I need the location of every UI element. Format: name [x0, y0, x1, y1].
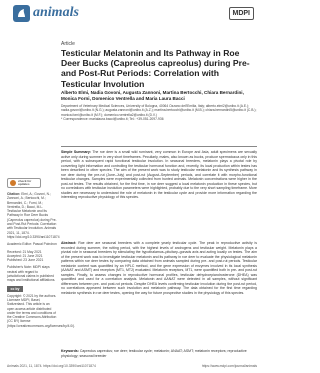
keywords — [61, 349, 257, 358]
divider — [61, 146, 257, 147]
citation-label: Citation: — [7, 192, 21, 196]
citation-text: Elmi, A.; Govoni, N.; Zannoni, A.; Bertocchi, M.; Bernardini, C.; Forni, M.; Ventrella, D.; Bacci, M.L. Testicular Melatonin and Its Pathway in Roe Deer Bucks (Capreolus capreolus) during Pre- and Post-Rut Periods: Correlation with Testicular Involution. Animals 2021, 11, 1874. https://doi.org/10.3390/ani11071874 — [7, 192, 60, 239]
author-list: Alberto Elmi, Nadia Govoni, Augusta Zannoni, Martina Bertocchi, Chiara Bernardini, Monica Forni, Domenico Ventrella and Maria Laura Bacci — [61, 90, 244, 101]
simple-summary-label: Simple Summary: — [61, 150, 91, 154]
abstract — [61, 241, 257, 295]
abstract-text: Roe deer are seasonal breeders with a complete yearly testicular cycle. The peak in reproductive activity is recorded during summer, the rutting period, with the highest levels of androgens and testicular weight. Melatonin plays a pivotal role in seasonal breeders by stimulating the hypothalamus–pituitary–gonads axis and acting locally on testes. The aim of the present work was to investigate testicular melatonin and its pathway in roe deer to evaluate the physiological melatonin patterns within roe deer testes by comparing data obtained from animals sampled during pre- and post-rut periods. Testicular melatonin content was quantified by an HPLC method, and the gene expression of enzymes involved in its local synthesis (AANAT and ASMT) and receptors (MT1, MT2) evaluated. Melatonin receptors, MT1, were quantified both in pre- and post-rut samples. Finally, to assess changes in reproductive hormonal profiles, testicular dehydroepiandrosterone (DHEA) was quantified and used for a correlation analysis. Melatonin and AANAT were detected in all samples, without significant differences between pre- and post-rut periods. Despite DHEA levels confirming testicular involution during the post-rut period, no correlations appeared between such involution and melatonin pathway. The data obtained for the first time regarding melatonin synthesis in roe deer testes, opening the way for future prospective studies in the physiology of this species. — [61, 241, 257, 295]
article-type: Article — [61, 41, 75, 47]
citation-block — [7, 192, 60, 239]
check-updates-icon — [10, 180, 16, 186]
journal-header — [0, 0, 264, 26]
abstract-label: Abstract: — [61, 241, 77, 245]
keywords-label: Keywords: — [61, 349, 79, 353]
correspondence-line: * Correspondence: marialaura.bacci@unibo.it; Tel.: +39-051-2097-936 — [61, 117, 164, 122]
received-date: Received: 21 May 2021 — [7, 249, 42, 254]
check-updates-button[interactable] — [7, 178, 41, 188]
journal-name: animals — [33, 5, 79, 20]
footer-citation: Animals 2021, 11, 1874. https://doi.org/10.3390/ani11071874 — [7, 364, 96, 368]
accepted-date: Accepted: 21 June 2021 — [7, 253, 43, 258]
simple-summary-text: The roe deer is a small wild ruminant, very common in Europe and Asia, adult specimens are sexually active only during summer in very short timeframes. Peculiarly, males, also known as bucks, produce spermatozoa only in this period, with a subsequent rapid functional testicular involution. In seasonal breeders, melatonin plays a pivotal role by converting light information and controlling the testicular hormonal function and, recently, its local production within testes has been described in other species. The aim of the present work was to study testicular melatonin and its synthesis pathway in roe deer during the pre-rut (June–July) and post-rut (August–September) periods, and correlate it with morpho-functional testicular changes. Samples were experimentally collected from hunted animals. Melatonin concentrations were higher in the post-rut testes. The results obtained, for the first time, in roe deer suggest a local melatonin production in these species, but no correlations with testicular involution parameters were highlighted, probably due to the very short sampling timeframe. More studies are necessary to understand the role of melatonin in the testicular cycle and provide more information regarding the interesting reproductive physiology of this species. — [61, 150, 257, 199]
simple-summary — [61, 150, 257, 200]
article-title: Testicular Melatonin and Its Pathway in Roe Deer Bucks (Capreolus capreolus) during Pre- and Post-Rut Periods: Correlation with Testicular Involution — [61, 48, 250, 89]
academic-editor: Academic Editor: Pascal Poindron — [7, 242, 57, 247]
published-date: Published: 23 June 2021 — [7, 258, 44, 263]
cc-license-icon: cc by — [7, 286, 23, 292]
page-footer — [7, 364, 257, 368]
copyright-note: Copyright: © 2021 by the authors. Licensee MDPI, Basel, Switzerland. This article is an open access article distributed under the terms and conditions of the Creative Commons Attribution (CC BY) license (https://creativecommons.org/licenses/by/4.0/). — [7, 293, 76, 328]
affiliations — [61, 104, 257, 122]
journal-logo-icon — [13, 5, 30, 22]
keywords-text: Capreolus capreolus; roe deer; testicular cycle; melatonin; ANAAT; ASMT; melatonin receptors; reproductive physiology; seasonal breeder — [61, 349, 247, 358]
footer-journal-link[interactable]: https://www.mdpi.com/journal/animals — [201, 364, 257, 368]
publisher-note: Publisher's Note: MDPI stays neutral with regard to jurisdictional claims in published maps and institutional affiliations. — [7, 265, 56, 283]
check-updates-label: check for updates — [18, 178, 32, 186]
affiliation-line: Department of Veterinary Medical Sciences, University of Bologna, 40064 Ozzano dell'Emilia, Italy; alberto.elmi2@unibo.it (A.E.); nadia.govoni@unibo.it (N.G.); augusta.zannoni@unibo.it (A.Z.); martina.bertocchi@unibo.it (M.B.); chiara.bernardini5@unibo.it (C.B.); monica.forni@unibo.it (M.F.); domenico.ventrella2@unibo.it (D.V.) — [61, 104, 257, 117]
publisher-logo: MDPI — [229, 7, 255, 20]
